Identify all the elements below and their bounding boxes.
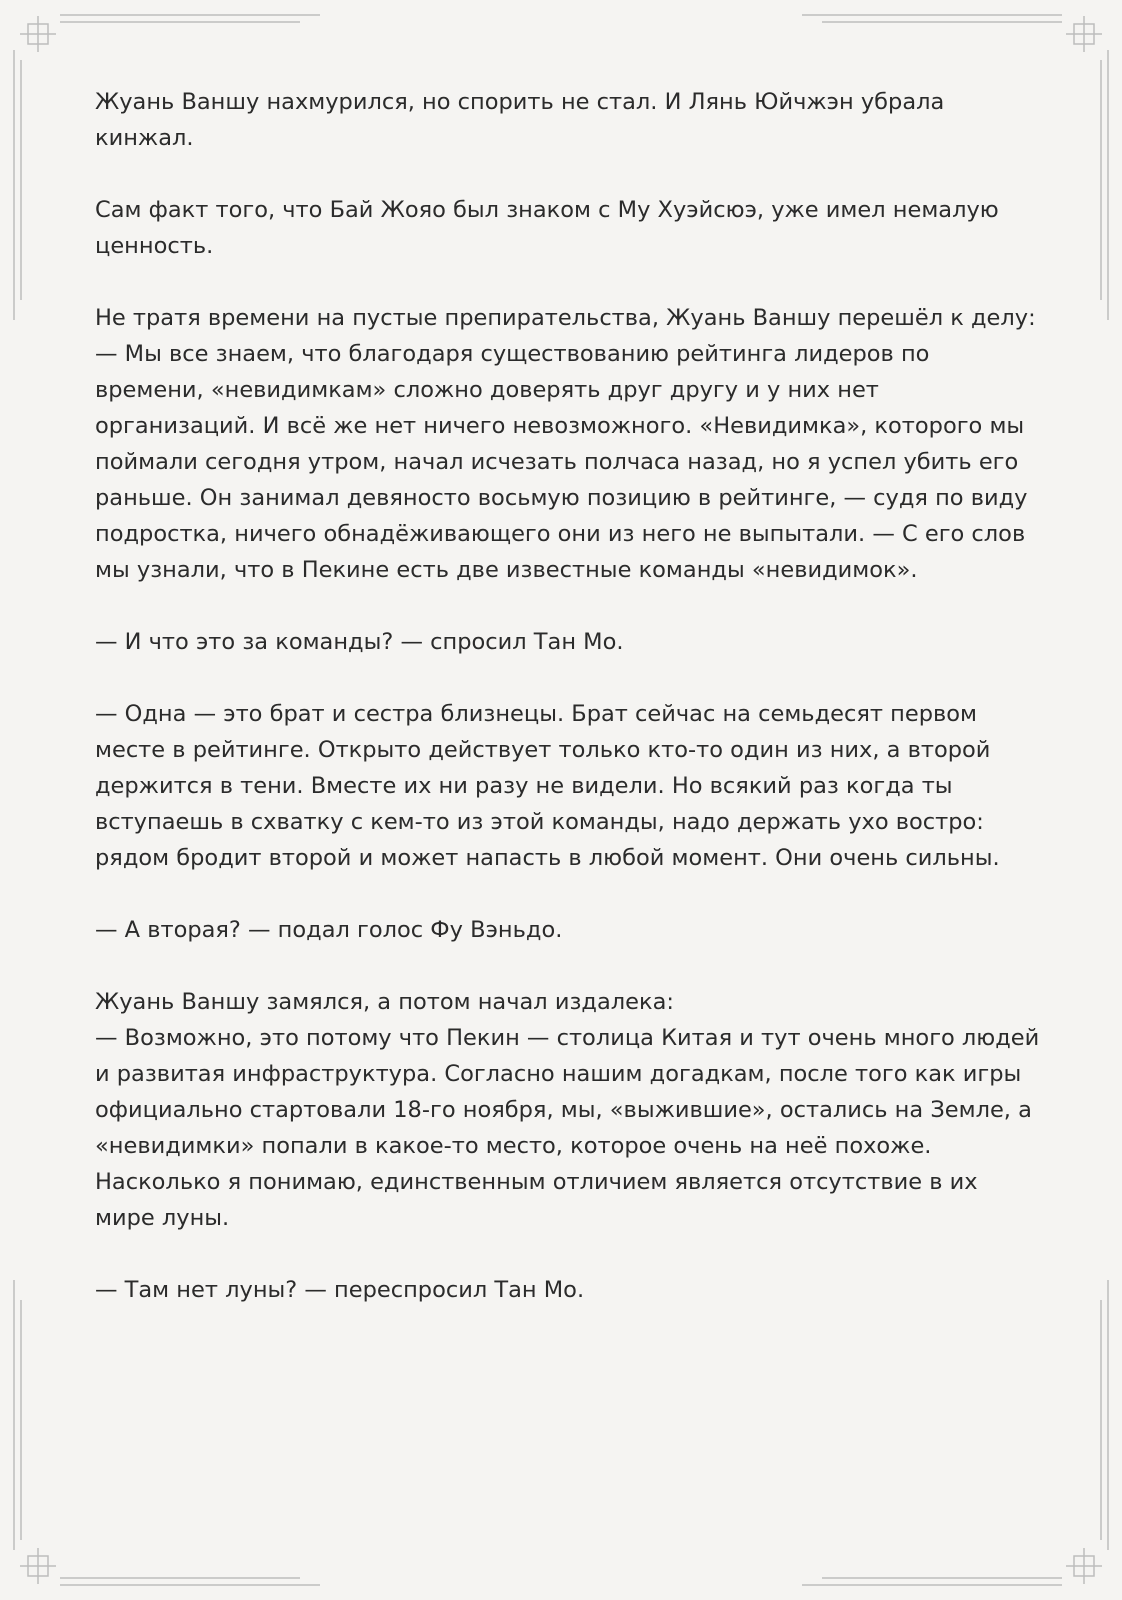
paragraph: Жуань Ваншу замялся, а потом начал издалека: — Возможно, это потому что Пекин — столица Китая и тут очень много людей и развитая инфраструктура. Согласно нашим догадкам, после того как игры официально стартовали 18-го ноября, мы, «выжившие», остались на Земле, а «невидимки» попали в какое-то место, которое очень на неё похоже. Насколько я понимаю, единственным отличием является отсутствие в их мире луны. <box>95 989 1040 1231</box>
paragraph: Не тратя времени на пустые препирательства, Жуань Ваншу перешёл к делу: — Мы все знаем, что благодаря существованию рейтинга лидеров по времени, «невидимкам» сложно доверять друг другу и у них нет организаций. И всё же нет ничего невозможного. «Невидимка», которого мы поймали сегодня утром, начал исчезать полчаса назад, но я успел убить его раньше. Он занимал девяносто восьмую позицию в рейтинге, — судя по виду подростка, ничего обнадёживающего они из него не выпытали. — С его слов мы узнали, что в Пекине есть две известные команды «невидимок». <box>95 305 1036 583</box>
paragraph: — Одна — это брат и сестра близнецы. Брат сейчас на семьдесят первом месте в рейтинге. Открыто действует только кто-то один из них, а второй держится в тени. Вместе их ни разу не видели. Но всякий раз когда ты вступаешь в схватку с кем-то из этой команды, надо держать ухо востро: рядом бродит второй и может напасть в любой момент. Они очень сильны. <box>95 701 1000 871</box>
paragraph: — И что это за команды? — спросил Тан Мо. <box>95 629 624 655</box>
paragraph: — А вторая? — подал голос Фу Вэньдо. <box>95 917 563 943</box>
paragraph: Сам факт того, что Бай Жояо был знаком с Му Хуэйсюэ, уже имел немалую ценность. <box>95 197 1006 259</box>
document-body <box>95 84 1040 1344</box>
paragraph: — Там нет луны? — переспросил Тан Мо. <box>95 1277 585 1303</box>
paragraph: Жуань Ваншу нахмурился, но спорить не стал. И Лянь Юйчжэн убрала кинжал. <box>95 89 952 151</box>
